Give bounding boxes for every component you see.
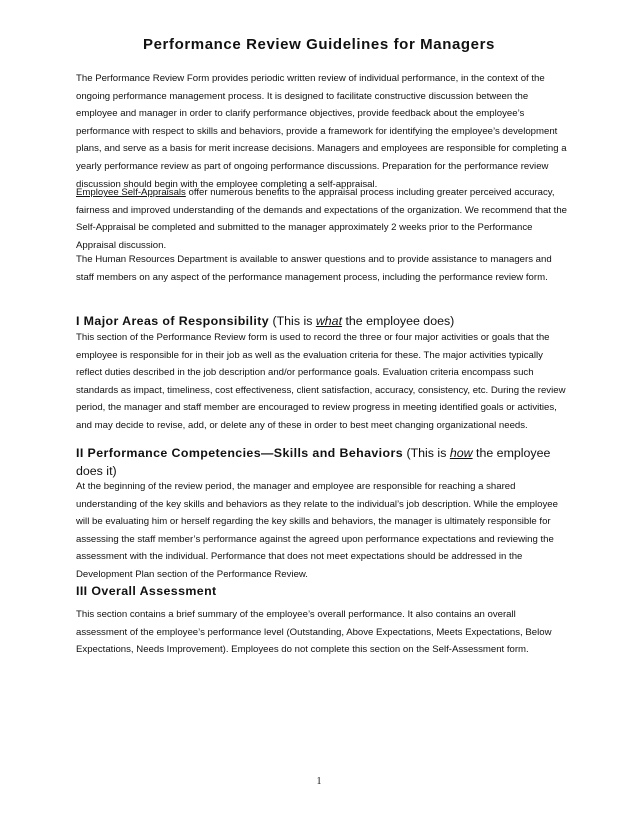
section-heading-note: (This is (269, 314, 316, 328)
self-appraisal-term: Employee Self-Appraisals (76, 187, 186, 198)
section-heading-emphasis: what (315, 314, 343, 328)
page-number: 1 (316, 776, 322, 787)
section-heading-note: (This is (403, 446, 450, 460)
section-heading-note-end: the employee does it) (76, 446, 551, 478)
self-appraisal-paragraph (76, 184, 568, 254)
self-appraisal-text: offer numerous benefits to the appraisal process including greater perceived accuracy, fairness and improved understanding of the demands and expectations of the organization. We recommend that the Self-Appraisal be completed and submitted to the manager approximately 2 weeks prior to the Performance Appraisal discussion. (76, 187, 568, 251)
section-heading-note-end: the employee does) (342, 314, 455, 328)
section-heading-title: I Major Areas of Responsibility (76, 314, 270, 328)
section-body-competencies: At the beginning of the review period, the manager and employee are responsible for reaching a shared understanding of the key skills and behaviors as they relate to the individual’s job description. While the employee will be evaluating him or herself regarding the key skills and behaviors, the manager is ultimately responsible for assessing the staff member’s performance against the agreed upon performance expectations and reviewing the assessment with the individual. Performance that does not meet expectations should be addressed in the Development Plan section of the Performance Review. (76, 481, 558, 580)
section-heading-title: III Overall Assessment (76, 584, 217, 598)
section-heading-overall (76, 583, 568, 601)
section-heading-title: II Performance Competencies—Skills and Behaviors (76, 446, 404, 460)
section-heading-responsibility (76, 313, 568, 331)
hr-paragraph: The Human Resources Department is available to answer questions and to provide assistance to managers and staff members on any aspect of the performance management process, including the performance review form. (76, 254, 552, 283)
page-title: Performance Review Guidelines for Managers (143, 36, 495, 53)
section-heading-emphasis: how (449, 446, 473, 460)
section-heading-competencies (76, 445, 568, 480)
section-body-responsibility: This section of the Performance Review form is used to record the three or four major activities or goals that the employee is responsible for in their job as well as the evaluation criteria for these. The major activities typically reflect duties described in the job description and/or performance goals. Evaluation criteria encompass such standards as impact, timeliness, cost effectiveness, client satisfaction, accuracy, consistency, etc. During the review period, the manager and staff member are encouraged to review progress in meeting identified goals or activities, and may decide to revise, add, or delete any of these in order to best meet changing organizational needs. (76, 332, 566, 431)
section-body-overall: This section contains a brief summary of the employee’s overall performance. It also contains an overall assessment of the employee’s performance level (Outstanding, Above Expectations, Meets Expectations, Below Expectations, Needs Improvement). Employees do not complete this section on the Self-Assessment form. (76, 609, 552, 656)
intro-paragraph: The Performance Review Form provides periodic written review of individual performance, in the context of the ongoing performance management process. It is designed to facilitate constructive discussion between the employee and manager in order to clarify performance objectives, provide feedback about the employee’s performance with respect to skills and behaviors, provide a framework for identifying the employee’s development plans, and serve as a basis for merit increase decisions. Managers and employees are responsible for completing a yearly performance review as part of ongoing performance discussions. Preparation for the performance review discussion should begin with the employee completing a self-appraisal. (76, 73, 567, 190)
